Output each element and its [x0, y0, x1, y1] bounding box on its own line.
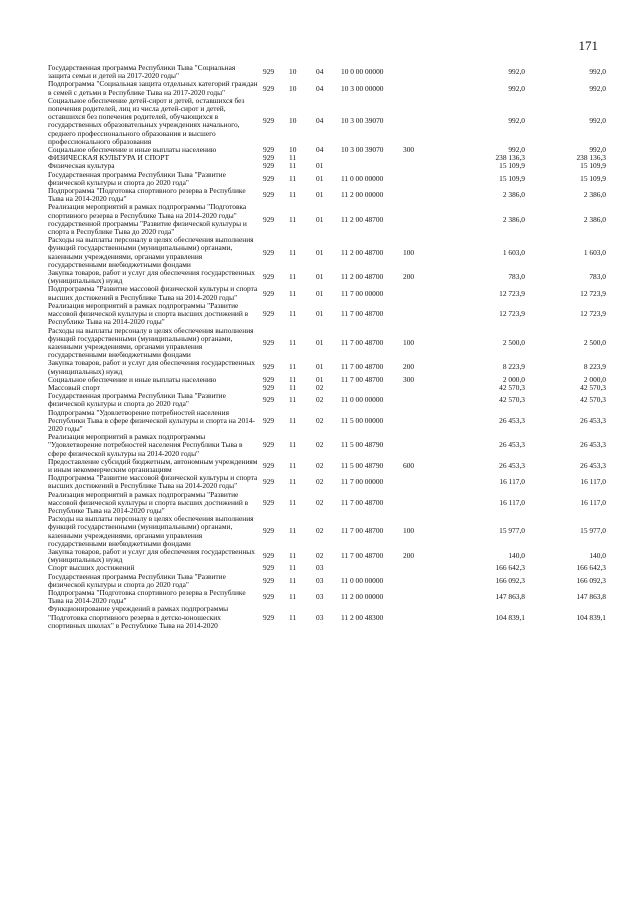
- amount-year-1: 16 117,0: [499, 477, 525, 487]
- row-name: Предоставление субсидий бюджетным, автономным учреждениям и иным некоммерческим организациям: [48, 457, 258, 474]
- subsection-code: 04: [316, 146, 324, 155]
- target-article-code: [339, 162, 401, 170]
- ministry-code: 929: [263, 592, 275, 602]
- ministry-code: 929: [263, 288, 275, 298]
- expense-type-code: 200: [403, 551, 415, 561]
- ministry-code: 929: [263, 83, 275, 93]
- subsection-code: 02: [316, 551, 324, 561]
- page-number: 171: [578, 38, 598, 53]
- target-article-code: 11 5 00 48790: [341, 440, 384, 450]
- section-code: 10: [289, 83, 297, 93]
- ministry-code: 929: [263, 612, 275, 622]
- table-row: [48, 359, 606, 375]
- ministry-code: 929: [263, 116, 275, 126]
- section-code: 11: [289, 214, 297, 224]
- subsection-code: 02: [316, 497, 324, 507]
- ministry-code: 929: [263, 337, 275, 347]
- expense-type-code: 300: [403, 146, 415, 155]
- table-row: [48, 64, 606, 80]
- row-name: Закупка товаров, работ и услуг для обеспечения государственных (муниципальных) нужд: [48, 547, 255, 565]
- section-code: 11: [289, 173, 297, 183]
- expense-type-code: [401, 589, 434, 605]
- ministry-code: 929: [263, 272, 275, 282]
- amount-year-1: 2 386,0: [502, 190, 525, 200]
- amount-year-1: 2 386,0: [502, 214, 525, 224]
- ministry-code: 929: [263, 247, 275, 257]
- amount-year-2: 140,0: [589, 551, 606, 561]
- table-row: [48, 573, 606, 589]
- ministry-code: 929: [263, 375, 275, 384]
- subsection-code: 02: [316, 415, 324, 425]
- amount-year-2: 2 000,0: [583, 375, 606, 384]
- row-name: Физическая культура: [48, 162, 115, 171]
- amount-year-1: 12 723,9: [499, 288, 525, 298]
- ministry-code: 929: [263, 575, 275, 585]
- table-row: [48, 146, 606, 154]
- amount-year-2: 992,0: [589, 116, 606, 126]
- table-row: [48, 433, 606, 458]
- amount-year-1: 26 453,3: [499, 415, 525, 425]
- target-article-code: 10 3 00 39070: [341, 116, 384, 126]
- section-code: 11: [289, 477, 297, 487]
- amount-year-2: 166 092,3: [576, 575, 606, 585]
- table-row: [48, 327, 606, 360]
- target-article-code: [339, 154, 401, 162]
- section-code: 11: [289, 162, 297, 171]
- expense-type-code: [401, 64, 434, 80]
- target-article-code: 11 2 00 00000: [341, 190, 384, 200]
- subsection-code: 01: [316, 190, 324, 200]
- section-code: 11: [289, 309, 297, 319]
- row-name: Государственная программа Республики Тыва "Социальная защита семьи и детей на 2017-2020 годы": [48, 64, 236, 81]
- ministry-code: 929: [263, 383, 275, 392]
- target-article-code: 11 7 00 48700: [341, 526, 384, 536]
- row-name: ФИЗИЧЕСКАЯ КУЛЬТУРА И СПОРТ: [48, 154, 169, 163]
- table-row: [48, 589, 606, 605]
- row-name: Реализация мероприятий в рамках подпрограммы "Развитие массовой физической культуры и спорта высших достижений в Республике Тыва на 2014-2020 годы": [48, 490, 249, 515]
- amount-year-1: 15 977,0: [499, 526, 525, 536]
- table-row: [48, 515, 606, 548]
- amount-year-1: 12 723,9: [499, 309, 525, 319]
- table-row: [48, 162, 606, 170]
- amount-year-2: 2 386,0: [583, 214, 606, 224]
- amount-year-2: 783,0: [589, 272, 606, 282]
- subsection-code: 01: [316, 309, 324, 319]
- ministry-code: 929: [263, 460, 275, 470]
- section-code: 11: [289, 383, 297, 392]
- expense-type-code: [401, 433, 434, 458]
- row-name: Закупка товаров, работ и услуг для обеспечения государственных (муниципальных) нужд: [48, 269, 255, 286]
- ministry-code: 929: [263, 154, 275, 163]
- amount-year-1: 992,0: [508, 146, 525, 155]
- table-row: [48, 302, 606, 327]
- amount-year-2: 15 109,9: [580, 162, 606, 171]
- table-row: [48, 548, 606, 564]
- row-name: Государственная программа Республики Тыва "Развитие физической культуры и спорта до 2020 года": [48, 392, 226, 409]
- amount-year-2: 992,0: [589, 83, 606, 93]
- section-code: 11: [289, 337, 297, 347]
- amount-year-2: 16 117,0: [580, 477, 606, 487]
- amount-year-1: 1 603,0: [502, 247, 525, 257]
- amount-year-1: 992,0: [508, 67, 525, 77]
- row-name: Спорт высших достижений: [48, 564, 135, 573]
- row-name: Социальное обеспечение и иные выплаты населению: [48, 375, 217, 384]
- table-row: [48, 564, 606, 572]
- subsection-code: 02: [316, 526, 324, 536]
- amount-year-1: 147 863,8: [495, 592, 525, 602]
- amount-year-1: 16 117,0: [499, 497, 525, 507]
- section-code: 11: [289, 592, 297, 602]
- target-article-code: [339, 384, 401, 392]
- ministry-code: 929: [263, 309, 275, 319]
- table-row: [48, 154, 606, 162]
- target-article-code: 11 0 00 00000: [341, 173, 384, 183]
- ministry-code: 929: [263, 362, 275, 372]
- subsection-code: 01: [316, 272, 324, 282]
- expense-type-code: 200: [403, 362, 415, 372]
- amount-year-2: 166 642,3: [576, 564, 606, 573]
- amount-year-1: 992,0: [508, 116, 525, 126]
- subsection-code: 03: [316, 612, 324, 622]
- target-article-code: 11 7 00 00000: [341, 288, 384, 298]
- target-article-code: 11 7 00 48700: [341, 337, 384, 347]
- expense-type-code: [401, 203, 434, 236]
- table-row: [48, 97, 606, 146]
- target-article-code: 10 3 00 39070: [341, 146, 384, 155]
- subsection-code: 01: [316, 337, 324, 347]
- ministry-code: 929: [263, 146, 275, 155]
- expense-type-code: [401, 605, 434, 630]
- table-row: [48, 236, 606, 269]
- target-article-code: [339, 564, 401, 572]
- expense-type-code: [401, 491, 434, 516]
- expense-type-code: [401, 285, 434, 301]
- expense-type-code: [401, 80, 434, 96]
- target-article-code: 11 0 00 00000: [341, 575, 384, 585]
- expense-type-code: [401, 573, 434, 589]
- expense-type-code: 100: [403, 337, 415, 347]
- subsection-code: 02: [316, 395, 324, 405]
- expense-type-code: [401, 384, 434, 392]
- table-row: [48, 203, 606, 236]
- section-code: 11: [289, 526, 297, 536]
- expense-type-code: [401, 171, 434, 187]
- ministry-code: 929: [263, 395, 275, 405]
- amount-year-1: 992,0: [508, 83, 525, 93]
- expense-type-code: 100: [403, 247, 415, 257]
- subsection-code: 01: [316, 173, 324, 183]
- amount-year-2: 2 386,0: [583, 190, 606, 200]
- amount-year-2: 15 109,9: [580, 173, 606, 183]
- expense-type-code: 100: [403, 526, 415, 536]
- row-name: Расходы на выплаты персоналу в целях обеспечения выполнения функций государственными (муниципальными) органами, казенными учреждениями, органами управления государственными внебюджетными фондами: [48, 326, 254, 360]
- row-name: Подпрограмма "Подготовка спортивного резерва в Республике Тыва на 2014-2020 годы": [48, 187, 246, 204]
- table-row: [48, 474, 606, 490]
- table-row: [48, 392, 606, 408]
- amount-year-1: 26 453,3: [499, 460, 525, 470]
- amount-year-1: 166 642,3: [495, 564, 525, 573]
- ministry-code: 929: [263, 551, 275, 561]
- amount-year-1: 783,0: [508, 272, 525, 282]
- target-article-code: 11 2 00 48300: [341, 612, 384, 622]
- row-name: Функционирование учреждений в рамках подпрограммы "Подготовка спортивного резерва в детско-юношеских спортивных школах" в Республике Тыва на 2014-2020: [48, 605, 229, 630]
- target-article-code: 11 0 00 00000: [341, 395, 384, 405]
- amount-year-2: 42 570,3: [580, 383, 606, 392]
- target-article-code: 11 7 00 48700: [341, 497, 384, 507]
- section-code: 11: [289, 460, 297, 470]
- expense-type-code: [401, 154, 434, 162]
- subsection-code: 03: [316, 564, 324, 573]
- subsection-code: 01: [316, 288, 324, 298]
- ministry-code: 929: [263, 415, 275, 425]
- subsection-code: 01: [316, 247, 324, 257]
- amount-year-2: 992,0: [589, 146, 606, 155]
- subsection-code: 01: [316, 214, 324, 224]
- amount-year-2: 15 977,0: [580, 526, 606, 536]
- section-code: 10: [289, 116, 297, 126]
- amount-year-2: 26 453,3: [580, 460, 606, 470]
- row-name: Массовый спорт: [48, 383, 101, 392]
- ministry-code: 929: [263, 440, 275, 450]
- expense-type-code: 300: [403, 375, 415, 384]
- section-code: 11: [289, 154, 297, 163]
- subsection-code: 04: [316, 67, 324, 77]
- expense-type-code: [401, 564, 434, 572]
- amount-year-1: 42 570,3: [499, 395, 525, 405]
- section-code: 11: [289, 190, 297, 200]
- target-article-code: 11 5 00 00000: [341, 415, 384, 425]
- amount-year-2: 238 136,3: [576, 154, 606, 163]
- table-row: [48, 269, 606, 285]
- amount-year-1: 26 453,3: [499, 440, 525, 450]
- target-article-code: 11 7 00 00000: [341, 477, 384, 487]
- section-code: 11: [289, 440, 297, 450]
- amount-year-2: 12 723,9: [580, 309, 606, 319]
- budget-table: [48, 64, 606, 630]
- amount-year-1: 2 000,0: [502, 375, 525, 384]
- ministry-code: 929: [263, 190, 275, 200]
- ministry-code: 929: [263, 173, 275, 183]
- row-name: Реализация мероприятий в рамках подпрограммы "Удовлетворение потребностей населения Республики Тыва в сфере физической культуры на 2014-2020 годы": [48, 433, 243, 458]
- subsection-code: 02: [316, 440, 324, 450]
- table-row: [48, 384, 606, 392]
- row-name: Расходы на выплаты персоналу в целях обеспечения выполнения функций государственными (муниципальными) органами, казенными учреждениями, органами управления государственными внебюджетными фондами: [48, 515, 254, 548]
- row-name: Государственная программа Республики Тыва "Развитие физической культуры и спорта до 2020 года": [48, 572, 226, 589]
- amount-year-1: 15 109,9: [499, 162, 525, 171]
- amount-year-2: 42 570,3: [580, 395, 606, 405]
- table-row: [48, 458, 606, 474]
- amount-year-2: 147 863,8: [576, 592, 606, 602]
- table-row: [48, 409, 606, 434]
- amount-year-2: 104 839,1: [576, 612, 606, 622]
- expense-type-code: [401, 187, 434, 203]
- amount-year-1: 166 092,3: [495, 575, 525, 585]
- row-name: Расходы на выплаты персоналу в целях обеспечения выполнения функций государственными (муниципальными) органами, казенными учреждениями, органами управления государственными внебюджетными фондами: [48, 236, 254, 269]
- amount-year-2: 26 453,3: [580, 415, 606, 425]
- ministry-code: 929: [263, 477, 275, 487]
- ministry-code: 929: [263, 162, 275, 171]
- target-article-code: 10 3 00 00000: [341, 83, 384, 93]
- target-article-code: 11 7 00 48700: [341, 309, 384, 319]
- section-code: 11: [289, 612, 297, 622]
- amount-year-1: 42 570,3: [499, 383, 525, 392]
- expense-type-code: [401, 409, 434, 434]
- section-code: 11: [289, 375, 297, 384]
- section-code: 11: [289, 272, 297, 282]
- table-row: [48, 171, 606, 187]
- amount-year-2: 1 603,0: [583, 247, 606, 257]
- subsection-code: [314, 154, 339, 162]
- amount-year-2: 8 223,9: [583, 362, 606, 372]
- target-article-code: 11 7 00 48700: [341, 362, 384, 372]
- section-code: 11: [289, 362, 297, 372]
- ministry-code: 929: [263, 67, 275, 77]
- expense-type-code: [401, 162, 434, 170]
- subsection-code: 03: [316, 575, 324, 585]
- table-row: [48, 376, 606, 384]
- ministry-code: 929: [263, 497, 275, 507]
- row-name: Реализация мероприятий в рамках подпрограммы "Развитие массовой физической культуры и спорта высших достижений в Республике Тыва на 2014-2020 годы": [48, 301, 249, 327]
- expense-type-code: [401, 474, 434, 490]
- table-row: [48, 491, 606, 516]
- amount-year-1: 140,0: [508, 551, 525, 561]
- amount-year-2: 992,0: [589, 67, 606, 77]
- section-code: 11: [289, 575, 297, 585]
- amount-year-1: 8 223,9: [502, 362, 525, 372]
- row-name: Подпрограмма "Развитие массовой физической культуры и спорта высших достижений в Республике Тыва на 2014-2020 годы": [48, 285, 258, 302]
- expense-type-code: [401, 97, 434, 146]
- section-code: 11: [289, 551, 297, 561]
- section-code: 10: [289, 67, 297, 77]
- row-name: Закупка товаров, работ и услуг для обеспечения государственных (муниципальных) нужд: [48, 359, 255, 376]
- expense-type-code: [401, 392, 434, 408]
- table-row: [48, 285, 606, 301]
- target-article-code: 11 7 00 48700: [341, 551, 384, 561]
- row-name: Социальное обеспечение детей-сирот и детей, оставшихся без попечения родителей, лиц из числа детей-сирот и детей, оставшихся без попечения родителей, обучающихся в государственных образовательных учреждениях начального, среднего профессионального образования и высшего профессионального образования: [48, 96, 245, 146]
- amount-year-1: 15 109,9: [499, 173, 525, 183]
- row-name: Подпрограмма "Развитие массовой физической культуры и спорта высших достижений в Республике Тыва на 2014-2020 годы": [48, 474, 258, 491]
- subsection-code: 02: [316, 460, 324, 470]
- expense-type-code: 200: [403, 272, 415, 282]
- ministry-code: 929: [263, 214, 275, 224]
- amount-year-2: 16 117,0: [580, 497, 606, 507]
- expense-type-code: [401, 302, 434, 327]
- row-name: Подпрограмма "Подготовка спортивного резерва в Республике Тыва на 2014-2020 годы": [48, 589, 246, 606]
- section-code: 11: [289, 415, 297, 425]
- ministry-code: 929: [263, 526, 275, 536]
- expense-type-code: 600: [403, 460, 415, 470]
- target-article-code: 11 2 00 48700: [341, 214, 384, 224]
- row-name: Государственная программа Республики Тыва "Развитие физической культуры и спорта до 2020 года": [48, 170, 226, 187]
- target-article-code: 11 5 00 48790: [341, 460, 384, 470]
- section-code: 10: [289, 146, 297, 155]
- target-article-code: 10 0 00 00000: [341, 67, 384, 77]
- subsection-code: 04: [316, 116, 324, 126]
- table-row: [48, 80, 606, 96]
- section-code: 11: [289, 564, 297, 573]
- subsection-code: 04: [316, 83, 324, 93]
- subsection-code: 02: [316, 477, 324, 487]
- table-row: [48, 605, 606, 630]
- row-name: Реализация мероприятий в рамках подпрограммы "Подготовка спортивного резерва в Республике Тыва на 2014-2020 годы" государственной программы "Развитие физической культуры и спорта в Республике Тыва до 2020 года": [48, 203, 247, 237]
- section-code: 11: [289, 288, 297, 298]
- section-code: 11: [289, 497, 297, 507]
- subsection-code: 01: [316, 162, 324, 171]
- target-article-code: 11 2 00 00000: [341, 592, 384, 602]
- amount-year-1: 238 136,3: [495, 154, 525, 163]
- section-code: 11: [289, 247, 297, 257]
- row-name: Подпрограмма "Удовлетворение потребностей населения Республики Тыва в сфере физической культуры и спорта на 2014-2020 годы": [48, 408, 256, 433]
- subsection-code: 02: [316, 383, 324, 392]
- subsection-code: 03: [316, 592, 324, 602]
- amount-year-1: 2 500,0: [502, 337, 525, 347]
- subsection-code: 01: [316, 362, 324, 372]
- target-article-code: 11 7 00 48700: [341, 375, 384, 384]
- target-article-code: 11 2 00 48700: [341, 272, 384, 282]
- amount-year-2: 12 723,9: [580, 288, 606, 298]
- row-name: Социальное обеспечение и иные выплаты населению: [48, 146, 217, 155]
- ministry-code: 929: [263, 564, 275, 573]
- amount-year-1: 104 839,1: [495, 612, 525, 622]
- row-name: Подпрограмма "Социальная защита отдельных категорий граждан в семей с детьми в Республике Тыва на 2017-2020 годы": [48, 80, 258, 97]
- target-article-code: 11 2 00 48700: [341, 247, 384, 257]
- amount-year-2: 2 500,0: [583, 337, 606, 347]
- subsection-code: 01: [316, 375, 324, 384]
- section-code: 11: [289, 395, 297, 405]
- table-row: [48, 187, 606, 203]
- amount-year-2: 26 453,3: [580, 440, 606, 450]
